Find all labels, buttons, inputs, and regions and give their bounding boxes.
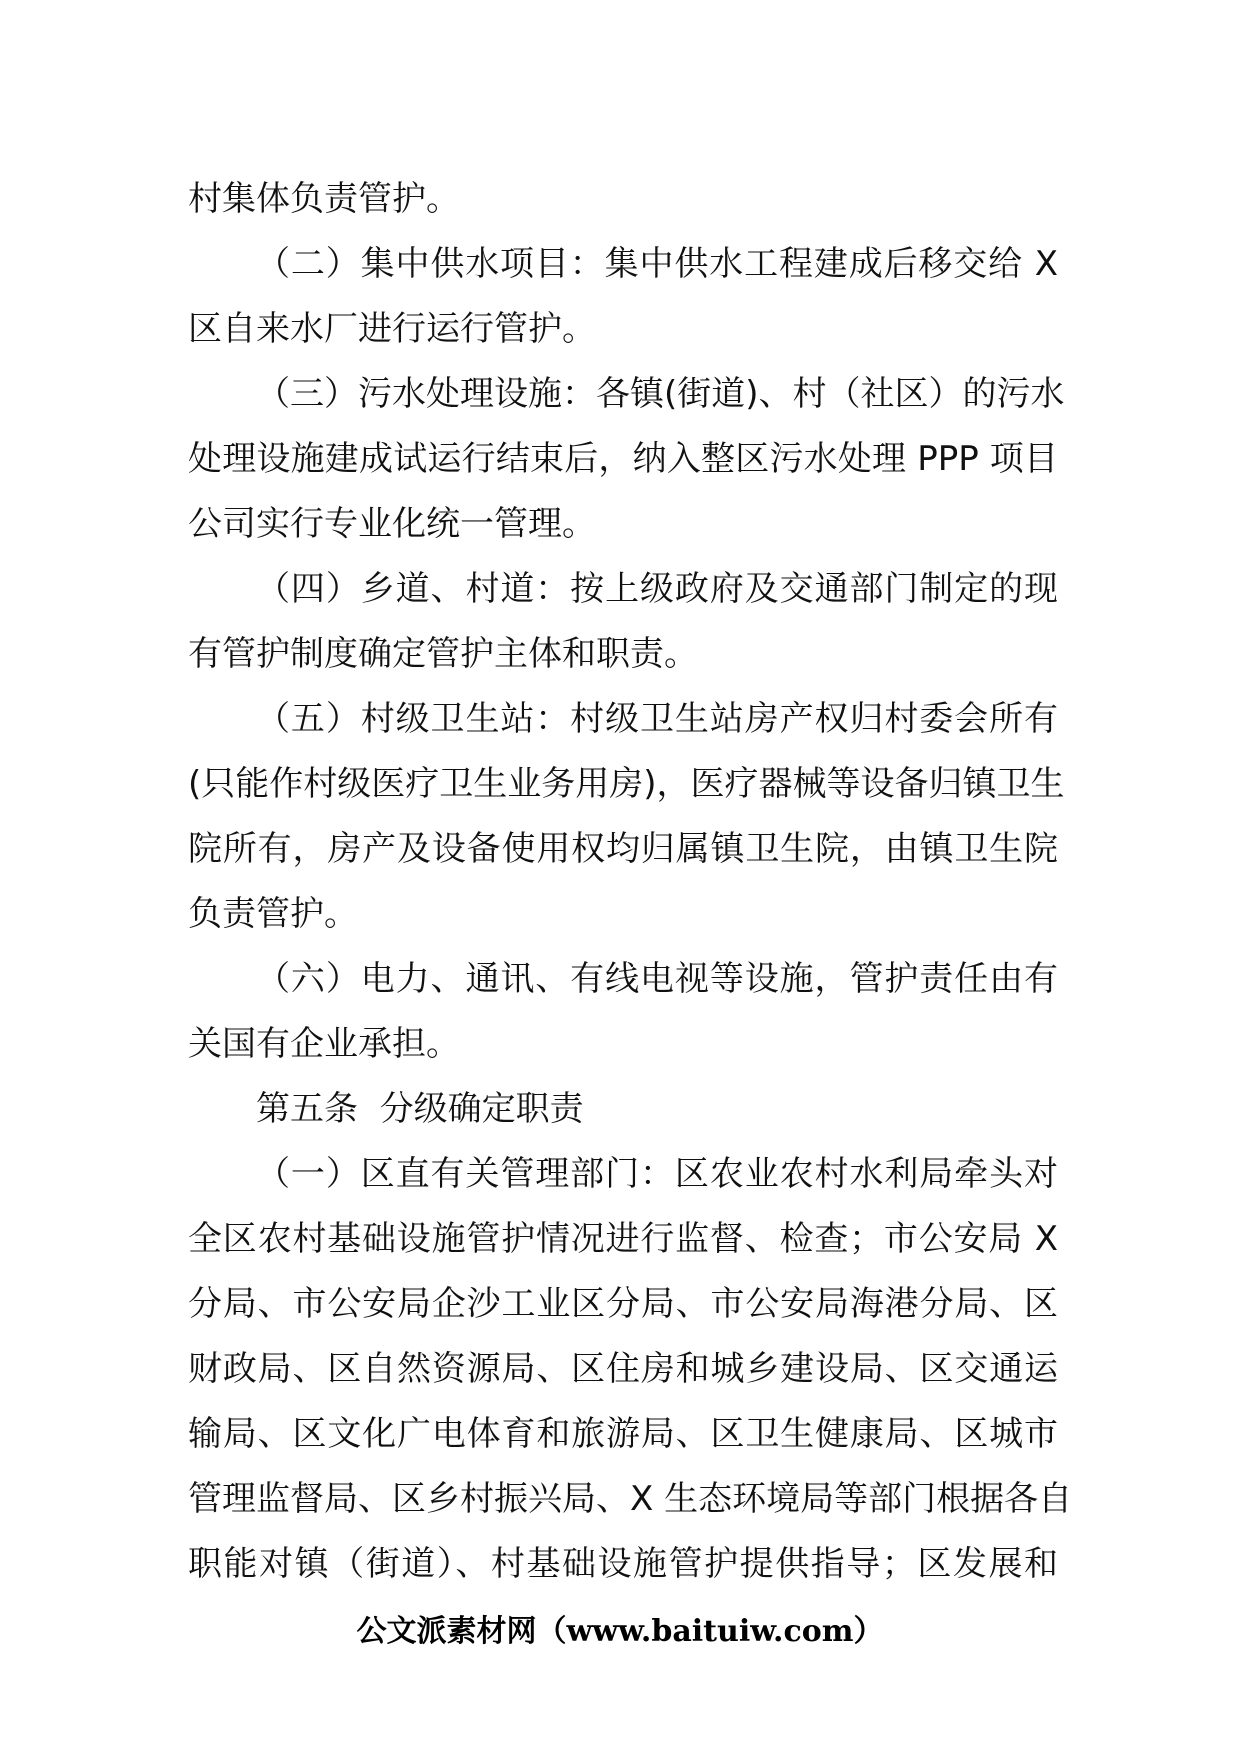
text-line: 区自来水厂进行运行管护。 [188, 309, 596, 349]
text-line: 分局、市公安局企沙工业区分局、市公安局海港分局、区 [188, 1284, 1058, 1324]
text-line: 财政局、区自然资源局、区住房和城乡建设局、区交通运 [188, 1349, 1058, 1389]
text-line: 院所有，房产及设备使用权均归属镇卫生院，由镇卫生院 [188, 829, 1058, 869]
text-line: 全区农村基础设施管护情况进行监督、检查；市公安局 X [188, 1219, 1058, 1259]
footer-watermark: 公文派素材网（www.baituiw.com） [356, 1614, 884, 1649]
text-line: （三）污水处理设施：各镇(街道)、村（社区）的污水 [256, 374, 1065, 414]
text-line: 关国有企业承担。 [188, 1024, 460, 1064]
text-line: (只能作村级医疗卫生业务用房)，医疗器械等设备归镇卫生 [188, 764, 1065, 804]
document-body [188, 167, 1073, 1597]
text-line: （四）乡道、村道：按上级政府及交通部门制定的现 [256, 569, 1058, 609]
text-line: 村集体负责管护。 [188, 179, 460, 219]
text-line: （五）村级卫生站：村级卫生站房产权归村委会所有 [256, 699, 1058, 739]
text-line: 输局、区文化广电体育和旅游局、区卫生健康局、区城市 [188, 1414, 1058, 1454]
text-line: （一）区直有关管理部门：区农业农村水利局牵头对 [256, 1154, 1058, 1194]
text-line: 职能对镇（街道）、村基础设施管护提供指导；区发展和 [188, 1544, 1058, 1584]
text-line: 公司实行专业化统一管理。 [188, 504, 596, 544]
text-line: 管理监督局、区乡村振兴局、X 生态环境局等部门根据各自 [188, 1479, 1073, 1519]
text-line: 处理设施建成试运行结束后，纳入整区污水处理 PPP 项目 [188, 439, 1058, 479]
text-line: （六）电力、通讯、有线电视等设施，管护责任由有 [256, 959, 1058, 999]
section-heading: 第五条 分级确定职责 [256, 1089, 584, 1129]
text-line: （二）集中供水项目：集中供水工程建成后移交给 X [256, 244, 1058, 284]
text-line: 负责管护。 [188, 894, 358, 934]
text-line: 有管护制度确定管护主体和职责。 [188, 634, 698, 674]
